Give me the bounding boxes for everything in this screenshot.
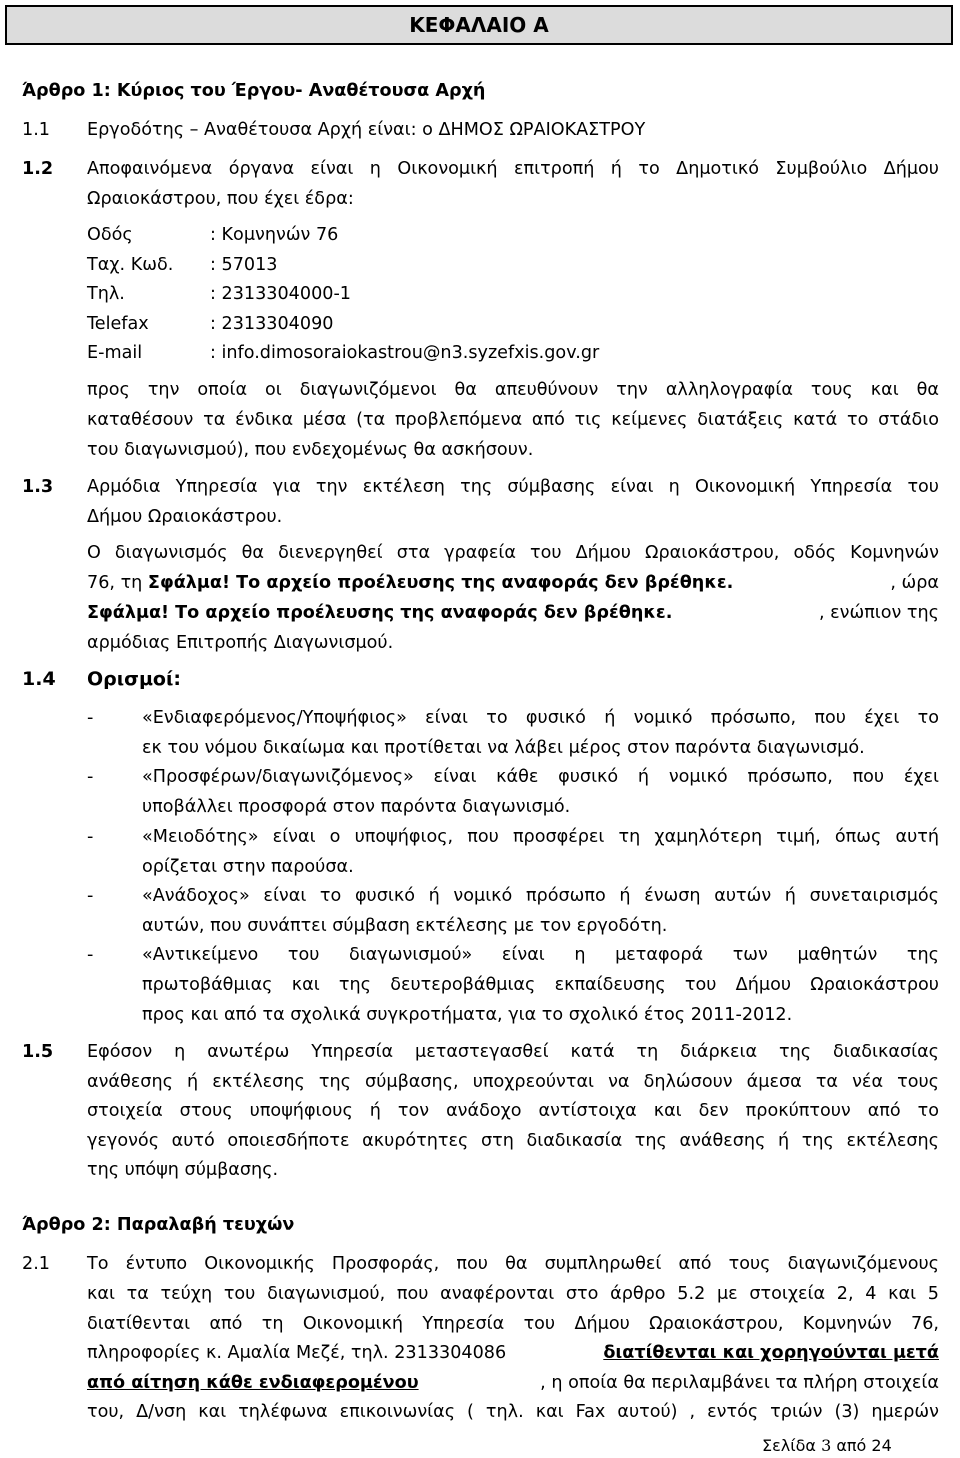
article1-heading: Άρθρο 1: Κύριος του Έργου- Αναθέτουσα Αρχή [22, 81, 486, 101]
list-dash: - [87, 708, 94, 728]
page-number: 3 [821, 1436, 832, 1455]
list-item-line: «Ενδιαφερόμενος/Υποψήφιος» είναι το φυσικό ή νομικό πρόσωπο, που έχει το [142, 708, 939, 728]
text-run: 76, τη [87, 573, 148, 593]
section-2-1-line: Το έντυπο Οικονομικής Προσφοράς, που θα συμπληρωθεί από τους διαγωνιζόμενους [87, 1254, 939, 1274]
section-1-3-para-line [87, 598, 939, 628]
section-1-5-line: στοιχεία στους υποψήφιους ή τον ανάδοχο αντίστοιχα και δεν προκύπτουν από το [87, 1101, 939, 1121]
footer-middle: από [831, 1436, 872, 1455]
contact-label: Οδός [87, 225, 133, 245]
section-1-3-line: Δήμου Ωραιοκάστρου. [87, 507, 283, 527]
section-1-5-line: ανάθεσης ή εκτέλεσης της σύμβασης, υποχρεούνται να δηλώσουν άμεσα τα νέα τους [87, 1072, 939, 1092]
section-2-1-line [87, 1368, 939, 1398]
section-1-3-line: Αρμόδια Υπηρεσία για την εκτέλεση της σύμβασης είναι η Οικονομική Υπηρεσία του [87, 477, 939, 497]
section-number: 1.4 [22, 668, 56, 690]
section-1-3-para-line [87, 568, 939, 598]
contact-value: : 2313304000-1 [210, 284, 351, 304]
contact-value-email: : info.dimosoraiokastrou@n3.syzefxis.gov.gr [210, 343, 600, 363]
error-reference-part [148, 568, 890, 598]
contact-label: E-mail [87, 343, 143, 363]
section-number: 1.5 [22, 1042, 54, 1062]
section-1-2-line: Ωραιοκάστρου, που έχει έδρα: [87, 189, 354, 209]
section-1-5-line: Εφόσον η ανωτέρω Υπηρεσία μεταστεγασθεί κατά τη διάρκεια της διαδικασίας [87, 1042, 939, 1062]
list-item-line: «Μειοδότης» είναι ο υποψήφιος, που προσφέρει τη χαμηλότερη τιμή, όπως αυτή [142, 827, 939, 847]
footer-prefix: Σελίδα [762, 1436, 822, 1455]
section-number: 2.1 [22, 1254, 50, 1274]
text-run: , ενώπιον της [818, 603, 939, 623]
list-dash: - [87, 945, 94, 965]
section-number: 1.1 [22, 120, 50, 140]
error-reference: Σφάλμα! Το αρχείο προέλευσης της αναφοράς δεν βρέθηκε. [147, 573, 734, 593]
error-reference: Σφάλμα! Το αρχείο προέλευσης της αναφοράς δεν βρέθηκε. [87, 603, 673, 623]
section-1-4-title: Ορισμοί: [87, 668, 181, 690]
section-2-1-line: και τα τεύχη του διαγωνισμού, που αναφέρονται στο άρθρο 5.2 με στοιχεία 2, 4 και 5 [87, 1284, 939, 1304]
list-dash: - [87, 886, 94, 906]
list-item-line: αυτών, που συνάπτει σύμβαση εκτέλεσης με τον εργοδότη. [142, 916, 668, 936]
paragraph-line: προς την οποία οι διαγωνιζόμενοι θα απευθύνουν την αλληλογραφία τους και θα [87, 380, 939, 400]
section-number: 1.3 [22, 477, 54, 497]
list-item-line: ορίζεται στην παρούσα. [142, 857, 354, 877]
list-item-line: «Ανάδοχος» είναι το φυσικό ή νομικό πρόσωπο ή ένωση αυτών ή συνεταιρισμός [142, 886, 939, 906]
text-run: πληροφορίες κ. Αμαλία Μεζέ, τηλ. 2313304086 [87, 1343, 512, 1363]
list-item-line: πρωτοβάθμιας και της δευτεροβάθμιας εκπαίδευσης του Δήμου Ωραιοκάστρου [142, 975, 939, 995]
section-1-2-line: Αποφαινόμενα όργανα είναι η Οικονομική επιτροπή ή το Δημοτικό Συμβούλιο Δήμου [87, 159, 939, 179]
list-dash: - [87, 827, 94, 847]
list-item-line: υποβάλλει προσφορά στον παρόντα διαγωνισμό. [142, 797, 571, 817]
list-item-line: «Αντικείμενο του διαγωνισμού» είναι η μεταφορά των μαθητών της [142, 945, 939, 965]
contact-label: Ταχ. Κωδ. [87, 255, 174, 275]
text-run: , ώρα [890, 573, 939, 593]
list-item-line: εκ του νόμου δικαίωμα και προτίθεται να λάβει μέρος στον παρόντα διαγωνισμό. [142, 738, 865, 758]
section-1-1-text: Εργοδότης – Αναθέτουσα Αρχή είναι: ο ΔΗΜΟΣ ΩΡΑΙΟΚΑΣΤΡΟΥ [87, 120, 646, 140]
emphasis-underlined: από αίτηση κάθε ενδιαφερομένου [87, 1373, 419, 1393]
chapter-title: ΚΕΦΑΛΑΙΟ Α [5, 5, 953, 45]
section-1-5-line: της υπόψη σύμβασης. [87, 1160, 279, 1180]
article2-heading: Άρθρο 2: Παραλαβή τευχών [22, 1215, 295, 1235]
section-2-1-line [87, 1338, 939, 1368]
contact-label: Telefax [87, 314, 149, 334]
paragraph-line: καταθέσουν τα ένδικα μέσα (τα προβλεπόμενα από τις κείμενες διατάξεις κατά το στάδιο [87, 410, 939, 430]
section-2-1-line: του, Δ/νση και τηλέφωνα επικοινωνίας ( τηλ. και Fax αυτού) , εντός τριών (3) ημερών [87, 1402, 939, 1422]
list-dash: - [87, 767, 94, 787]
contact-value: : Κομνηνών 76 [210, 225, 339, 245]
section-2-1-line: διατίθενται από τη Οικονομική Υπηρεσία του Δήμου Ωραιοκάστρου, Κομνηνών 76, [87, 1314, 939, 1334]
contact-value: : 57013 [210, 255, 278, 275]
section-1-5-line: γεγονός αυτό οποιεσδήποτε ακυρότητες στη διαδικασία της ανάθεσης ή της εκτέλεσης [87, 1131, 939, 1151]
text-run: , η οποία θα περιλαμβάνει τα πλήρη στοιχεία [534, 1373, 939, 1393]
page-footer [762, 1434, 892, 1458]
section-1-3-para-line: αρμόδιας Επιτροπής Διαγωνισμού. [87, 633, 394, 653]
section-1-3-para-line: Ο διαγωνισμός θα διενεργηθεί στα γραφεία του Δήμου Ωραιοκάστρου, οδός Κομνηνών [87, 543, 939, 563]
contact-value: : 2313304090 [210, 314, 334, 334]
list-item-line: προς και από τα σχολικά συγκροτήματα, για το σχολικό έτος 2011-2012. [142, 1005, 793, 1025]
emphasis-underlined: διατίθενται και χορηγούνται μετά [603, 1343, 939, 1363]
paragraph-line: του διαγωνισμού), που ενδεχομένως θα ασκήσουν. [87, 440, 534, 460]
section-number: 1.2 [22, 159, 54, 179]
contact-label: Τηλ. [87, 284, 125, 304]
list-item-line: «Προσφέρων/διαγωνιζόμενος» είναι κάθε φυσικό ή νομικό πρόσωπο, που έχει [142, 767, 939, 787]
page-total: 24 [871, 1436, 892, 1455]
